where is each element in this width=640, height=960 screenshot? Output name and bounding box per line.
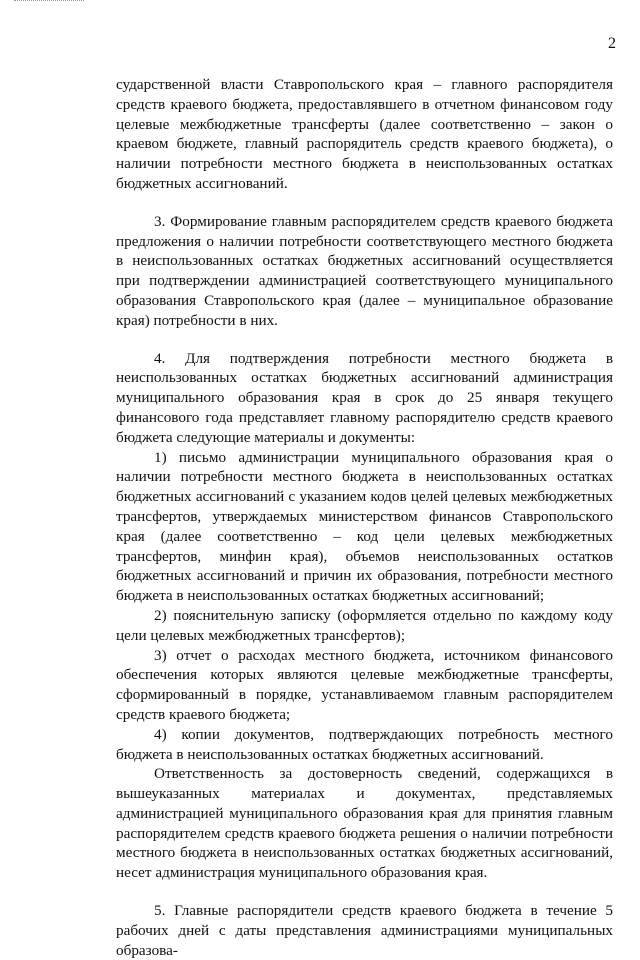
subitem-3: 3) отчет о расходах местного бюджета, источником финансового обеспечения которых являются целевые межбюджетные трансферты, сформированный в порядке, устанавливаемом главным распорядителем средств краевого бюджета; — [116, 646, 613, 723]
subitem-1: 1) письмо администрации муниципального образования края о наличии потребности местного бюджета в неиспользованных остатках бюджетных ассигнований с указанием кодов целей целевых межбюджетных трансфертов, утверждаемых министерством финансов Ставропольского края (далее соответственно – код цели целевых межбюджетных трансфертов, минфин края), объемов неиспользованных остатков бюджетных ассигнований и причин их образования, потребности местного бюджета в неиспользованных остатках бюджетных ассигнований; — [116, 448, 613, 605]
responsibility-paragraph: Ответственность за достоверность сведений, содержащихся в вышеуказанных материалах и документах, представляемых администрацией муниципального образования края для принятия главным распорядителем средств краевого бюджета решения о наличии потребности местного бюджета в неиспользованных остатках бюджетных ассигнований, несет администрация муниципального образования края. — [116, 765, 613, 882]
paragraph-continuation: сударственной власти Ставропольского края – главного распорядителя средств краевого бюджета, предоставлявшего в отчетном финансовом году целевые межбюджетные трансферты (далее соответственно – закон о краевом бюджете, главный распорядитель средств краевого бюджета), о наличии потребности местного бюджета в неиспользованных остатках бюджетных ассигнований. — [116, 76, 613, 192]
paragraph-item-5: 5. Главные распорядители средств краевого бюджета в течение 5 рабочих дней с даты представления администрациями муниципальных образова- — [116, 902, 613, 959]
document-body — [116, 75, 613, 960]
scan-corner-mark — [14, 0, 84, 3]
paragraph-item-3: 3. Формирование главным распорядителем средств краевого бюджета предложения о наличии потребности соответствующего местного бюджета в неиспользованных остатках бюджетных ассигнований осуществляется при подтверждении администрацией соответствующего муниципального образования Ставропольского края (далее – муниципальное образование края) потребности в них. — [116, 212, 613, 329]
paragraph-item-4: 4. Для подтверждения потребности местного бюджета в неиспользованных остатках бюджетных ассигнований администрация муниципального образования края в срок до 25 января текущего финансового года представляет главному распорядителю средств краевого бюджета следующие материалы и документы: — [116, 349, 613, 446]
page-number: 2 — [608, 35, 616, 52]
subitem-2: 2) пояснительную записку (оформляется отдельно по каждому коду цели целевых межбюджетных трансфертов); — [116, 606, 613, 644]
subitem-4: 4) копии документов, подтверждающих потребность местного бюджета в неиспользованных остатках бюджетных ассигнований. — [116, 725, 613, 763]
